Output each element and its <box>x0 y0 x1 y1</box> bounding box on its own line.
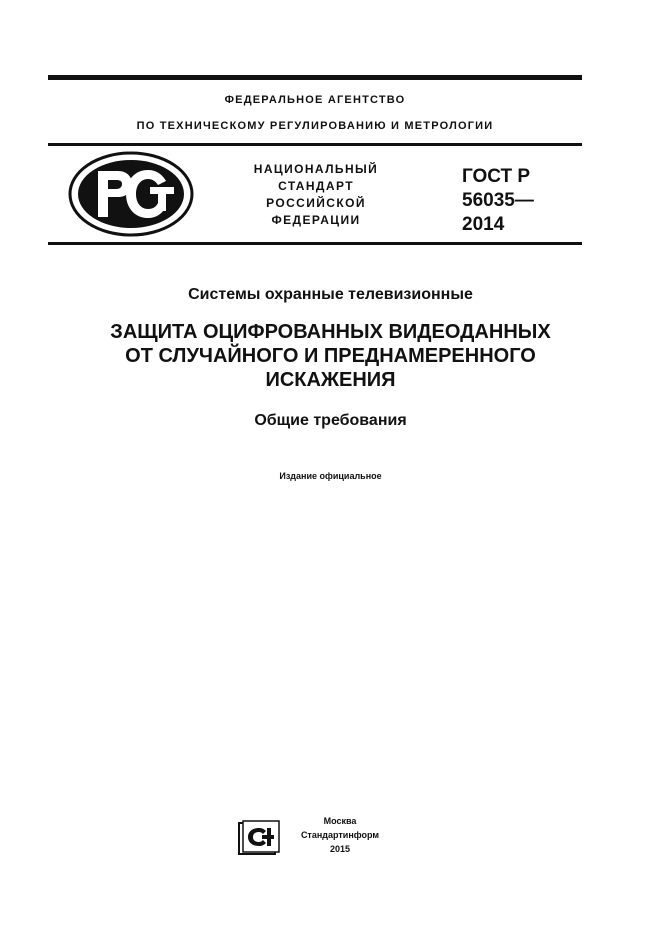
national-line: НАЦИОНАЛЬНЫЙ <box>253 162 379 176</box>
agency-line-1: ФЕДЕРАЛЬНОЕ АГЕНТСТВО <box>224 94 406 106</box>
main-title-line: ИСКАЖЕНИЯ <box>265 369 396 391</box>
main-title-line: ЗАЩИТА ОЦИФРОВАННЫХ ВИДЕОДАННЫХ <box>110 321 551 343</box>
rst-logo-icon <box>68 151 194 237</box>
gost-line: 56035— <box>462 190 534 211</box>
gost-line: 2014 <box>462 214 505 235</box>
publisher-name: Стандартинформ <box>300 830 380 840</box>
top-rule <box>48 75 582 80</box>
header-divider <box>48 143 582 146</box>
publisher-city: Москва <box>323 816 357 826</box>
gost-line: ГОСТ Р <box>462 166 531 187</box>
national-line: РОССИЙСКОЙ <box>266 196 366 210</box>
national-line: ФЕДЕРАЦИИ <box>271 213 361 227</box>
main-title <box>0 320 661 392</box>
standard-divider <box>48 242 582 245</box>
gost-designation <box>462 165 534 237</box>
publisher-info <box>290 814 390 856</box>
publisher-year: 2015 <box>329 844 351 854</box>
national-line: СТАНДАРТ <box>278 179 354 193</box>
subtitle: Общие требования <box>254 412 407 429</box>
main-title-line: ОТ СЛУЧАЙНОГО И ПРЕДНАМЕРЕННОГО <box>125 345 536 367</box>
series-title: Системы охранные телевизионные <box>188 286 473 303</box>
agency-line-2: ПО ТЕХНИЧЕСКОМУ РЕГУЛИРОВАНИЮ И МЕТРОЛОГИИ <box>136 120 494 132</box>
edition-note: Издание официальное <box>279 471 382 481</box>
standartinform-logo-icon <box>238 820 280 856</box>
national-standard-label <box>226 161 406 229</box>
